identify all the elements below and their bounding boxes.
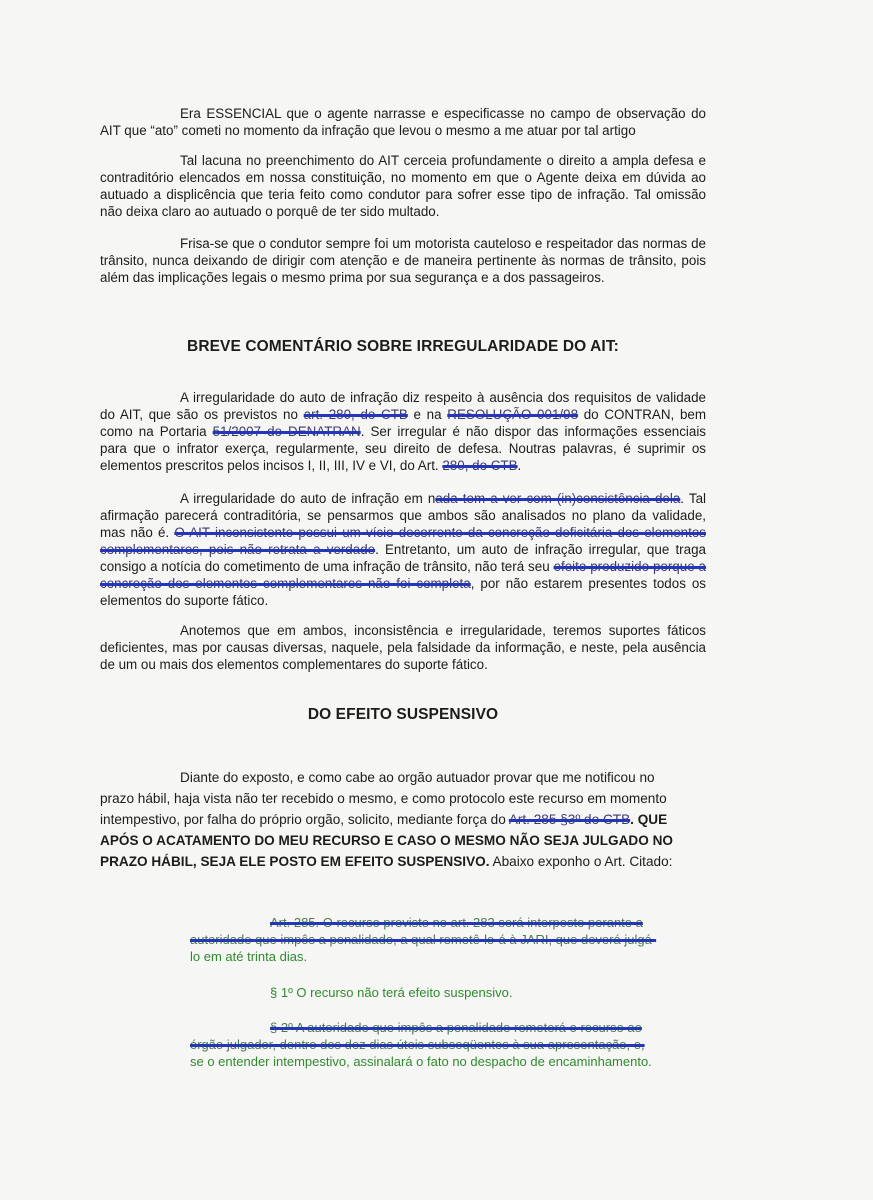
- struck-text: 280, do CTB: [442, 458, 518, 473]
- struck-text: § 2º A autoridade que impôs a penalidade remeterá o recurso ao: [270, 1020, 642, 1035]
- struck-text: efeito produzido porque a concreção dos elementos complementares não foi completa: [100, 559, 707, 591]
- paragraph-frisa: Frisa-se que o condutor sempre foi um motorista cauteloso e respeitador das normas de trânsito, nunca deixando de dirigir com atenção e de maneira pertinente às normas de trânsito, pois além das implicações legais o mesmo prima por sua segurança e a dos passageiros.: [100, 236, 706, 285]
- paragraph-anotemos: Anotemos que em ambos, inconsistência e irregularidade, teremos suportes fáticos deficientes, mas por causas diversas, naquele, pela falsidade da informação, e neste, pela ausência de um ou mais dos elementos complementares do suporte fático.: [100, 623, 706, 672]
- struck-text: Art. 285 §3º do CTB: [508, 812, 631, 827]
- struck-text: RESOLUÇÃO 001/98: [447, 407, 579, 422]
- struck-text: 51/2007 do DENATRAN: [212, 424, 361, 439]
- quoted-article-285: Art. 285. O recurso previsto no art. 283 será interposto perante a autoridade que impôs a penalidade, a qual remetê-lo-á à JARI, que deverá julgá- lo em até trinta dias.: [190, 915, 657, 964]
- struck-text: art. 280, do CTB: [303, 407, 408, 422]
- struck-text: órgão julgador, dentro dos dez dias úteis subseqüentes à sua apresentação, e,: [190, 1037, 645, 1052]
- paragraph-diante: Diante do exposto, e como cabe ao orgão autuador provar que me notificou no prazo hábil, haja vista não ter recebido o mesmo, e como protocolo este recurso em momento intempestivo, por falha do próprio orgão, solicito, mediante força do Art. 285 §3º do CTB. QUE APÓS O ACATAMENTO DO MEU RECURSO E CASO O MESMO NÃO SEJA JULGADO NO PRAZO HÁBIL, SEJA ELE POSTO EM EFEITO SUSPENSIVO. Abaixo exponho o Art. Citado:: [100, 770, 673, 869]
- struck-text: autoridade que impôs a penalidade, a qual remetê-lo-á à JARI, que deverá julgá-: [190, 932, 657, 947]
- struck-text: Art. 285. O recurso previsto no art. 283 será interposto perante a: [270, 915, 643, 930]
- paragraph-lacuna: Tal lacuna no preenchimento do AIT cerceia profundamente o direito a ampla defesa e contraditório elencados em nossa constituição, no momento em que o Agente deixa em dúvida ao autuado a displicência que teria feito como condutor para sofrer esse tipo de infração. Tal omissão não deixa claro ao autuado o porquê de ter sido multado.: [100, 153, 706, 219]
- quoted-paragraph-2: § 2º A autoridade que impôs a penalidade remeterá o recurso ao órgão julgador, dentro dos dez dias úteis subseqüentes à sua apresentação, e, se o entender intempestivo, assinalará o fato no despacho de encaminhamento.: [190, 1020, 652, 1069]
- paragraph-essencial: Era ESSENCIAL que o agente narrasse e especificasse no campo de observação do AIT que “ato” cometi no momento da infração que levou o mesmo a me atuar por tal artigo: [100, 106, 706, 138]
- heading-irregularidade: BREVE COMENTÁRIO SOBRE IRREGULARIDADE DO AIT:: [187, 338, 619, 355]
- heading-efeito-suspensivo: DO EFEITO SUSPENSIVO: [307, 706, 499, 723]
- paragraph-irregularidade-requisitos: A irregularidade do auto de infração diz respeito à ausência dos requisitos de validade do AIT, que são os previstos no art. 280, do CTB e na RESOLUÇÃO 001/98 do CONTRAN, bem como na Portaria 51/2007 do DENATRAN. Ser irregular é não dispor das informações essenciais para que o infrator exerça, regularmente, seu direito de defesa. Noutras palavras, é suprimir os elementos prescritos pelos incisos I, II, III, IV e VI, do Art. 280, do CTB.: [100, 390, 707, 473]
- quoted-paragraph-1: § 1º O recurso não terá efeito suspensivo.: [270, 985, 513, 1000]
- paragraph-irregularidade-consistencia: A irregularidade do auto de infração em nada tem a ver com (in)consistência dela. Tal afirmação parecerá contraditória, se pensarmos que ambos são analisados no plano da validade, mas não é. O AIT inconsistente possui um vício decorrente da concreção deficitária dos elementos complementares, pois não retrata a verdade. Entretanto, um auto de infração irregular, que traga consigo a notícia do cometimento de uma infração de trânsito, não terá seu efeito produzido porque a concreção dos elementos complementares não foi completa, por não estarem presentes todos os elementos do suporte fático.: [100, 491, 707, 608]
- struck-text: O AIT inconsistente possui um vício decorrente da concreção deficitária dos elementos complementares, pois não retrata a verdade: [100, 525, 706, 557]
- struck-text: ada tem a ver com (in)consistência dela: [435, 491, 681, 506]
